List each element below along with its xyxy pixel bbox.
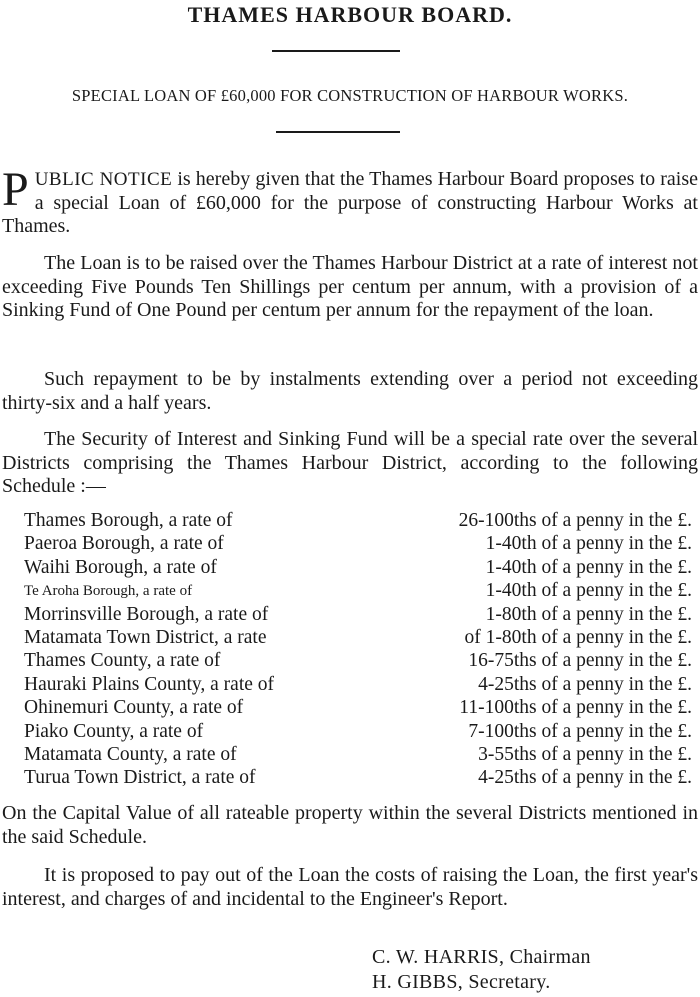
paragraph-loan-terms: The Loan is to be raised over the Thames Harbour District at a rate of interest not exceeding Five Pounds Ten Shillings per centum per annum, with a provision of a Sinking Fund of One Pound per centum per annum for the repayment of the loan. (2, 252, 698, 321)
schedule-row (24, 557, 700, 580)
paragraph-public-notice (2, 163, 699, 239)
schedule-row (24, 650, 700, 673)
district-name: Thames County, a rate of (24, 650, 221, 672)
notice-subtitle: SPECIAL LOAN OF £60,000 FOR CONSTRUCTION OF HARBOUR WORKS. (71, 86, 629, 105)
district-name: Matamata County, a rate of (24, 743, 237, 765)
district-name: Piako County, a rate of (24, 720, 204, 742)
paragraph-costs: It is proposed to pay out of the Loan the costs of raising the Loan, the first year's interest, and charges of and incidental to the Engineer's Report. (2, 864, 698, 910)
drop-cap: P (2, 163, 29, 216)
schedule-row (24, 533, 700, 556)
notice-title: THAMES HARBOUR BOARD. (187, 2, 513, 27)
schedule-row (24, 604, 700, 627)
district-rate: 1-40th of a penny in the £. (485, 533, 692, 555)
district-name: Te Aroha Borough, a rate of (24, 583, 193, 600)
title-divider (272, 50, 400, 52)
signature-secretary: H. GIBBS, Secretary. (372, 971, 551, 993)
schedule-row (24, 580, 700, 603)
district-name: Hauraki Plains County, a rate of (24, 673, 275, 695)
schedule-row (24, 697, 700, 720)
district-rate: of 1-80th of a penny in the £. (464, 626, 692, 648)
rate-schedule (24, 510, 700, 791)
district-name: Waihi Borough, a rate of (24, 556, 217, 578)
district-name: Paeroa Borough, a rate of (24, 533, 224, 555)
paragraph-security: The Security of Interest and Sinking Fund will be a special rate over the several Districts comprising the Thames Harbour District, according to the following Schedule :— (2, 428, 698, 497)
schedule-row (24, 744, 700, 767)
district-rate: 4-25ths of a penny in the £. (478, 673, 692, 695)
signature-chairman: C. W. HARRIS, Chairman (372, 946, 591, 968)
schedule-row (24, 510, 700, 533)
district-name: Turua Town District, a rate of (24, 767, 256, 789)
district-rate: 3-55ths of a penny in the £. (478, 743, 692, 765)
paragraph-repayment: Such repayment to be by instalments extending over a period not exceeding thirty-six and a half years. (2, 368, 698, 414)
district-rate: 16-75ths of a penny in the £. (468, 650, 692, 672)
district-rate: 1-40th of a penny in the £. (485, 556, 692, 578)
schedule-row (24, 721, 700, 744)
district-rate: 26-100ths of a penny in the £. (458, 510, 692, 531)
district-name: Thames Borough, a rate of (24, 510, 233, 531)
subtitle-divider (276, 131, 400, 133)
paragraph-1-text: is hereby given that the Thames Harbour Board proposes to raise a special Loan of £60,000 for the purpose of constructing Harbour Works at Thames. (2, 168, 699, 237)
district-name: Morrinsville Borough, a rate of (24, 603, 269, 625)
district-name: Matamata Town District, a rate (24, 626, 267, 648)
district-rate: 1-40th of a penny in the £. (485, 580, 692, 602)
district-rate: 11-100ths of a penny in the £. (459, 697, 692, 719)
lead-caps: UBLIC NOTICE (34, 169, 173, 190)
schedule-row (24, 627, 700, 650)
schedule-row (24, 674, 700, 697)
schedule-row (24, 767, 700, 790)
district-rate: 7-100ths of a penny in the £. (468, 720, 692, 742)
district-rate: 1-80th of a penny in the £. (485, 603, 692, 625)
paragraph-capital-value: On the Capital Value of all rateable property within the several Districts mentioned in the said Schedule. (2, 802, 698, 848)
district-name: Ohinemuri County, a rate of (24, 697, 244, 719)
district-rate: 4-25ths of a penny in the £. (478, 767, 692, 789)
